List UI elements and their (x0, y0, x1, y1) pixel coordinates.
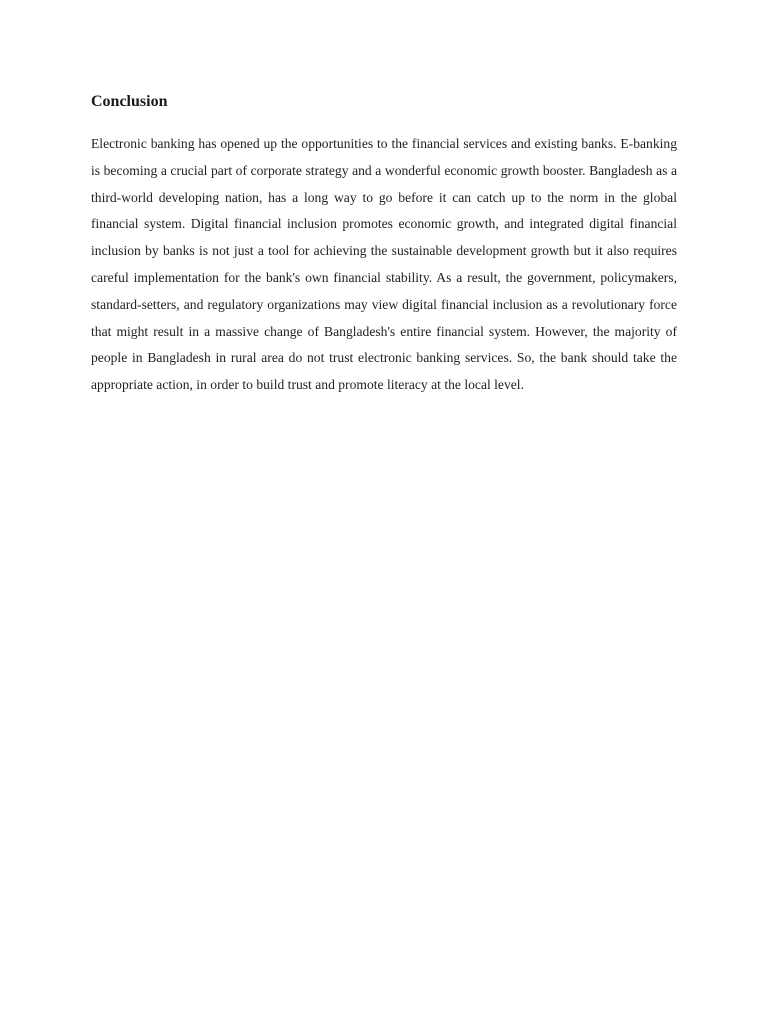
section-heading: Conclusion (91, 93, 168, 110)
conclusion-paragraph: Electronic banking has opened up the opportunities to the financial services and existing banks. E-banking is becoming a crucial part of corporate strategy and a wonderful economic growth booster. Bangladesh as a third-world developing nation, has a long way to go before it can catch up to the norm in the global financial system. Digital financial inclusion promotes economic growth, and integrated digital financial inclusion by banks is not just a tool for achieving the sustainable development growth but it also requires careful implementation for the bank's own financial stability. As a result, the government, policymakers, standard-setters, and regulatory organizations may view digital financial inclusion as a revolutionary force that might result in a massive change of Bangladesh's entire financial system. However, the majority of people in Bangladesh in rural area do not trust electronic banking services. So, the bank should take the appropriate action, in order to build trust and promote literacy at the local level. (91, 136, 677, 393)
